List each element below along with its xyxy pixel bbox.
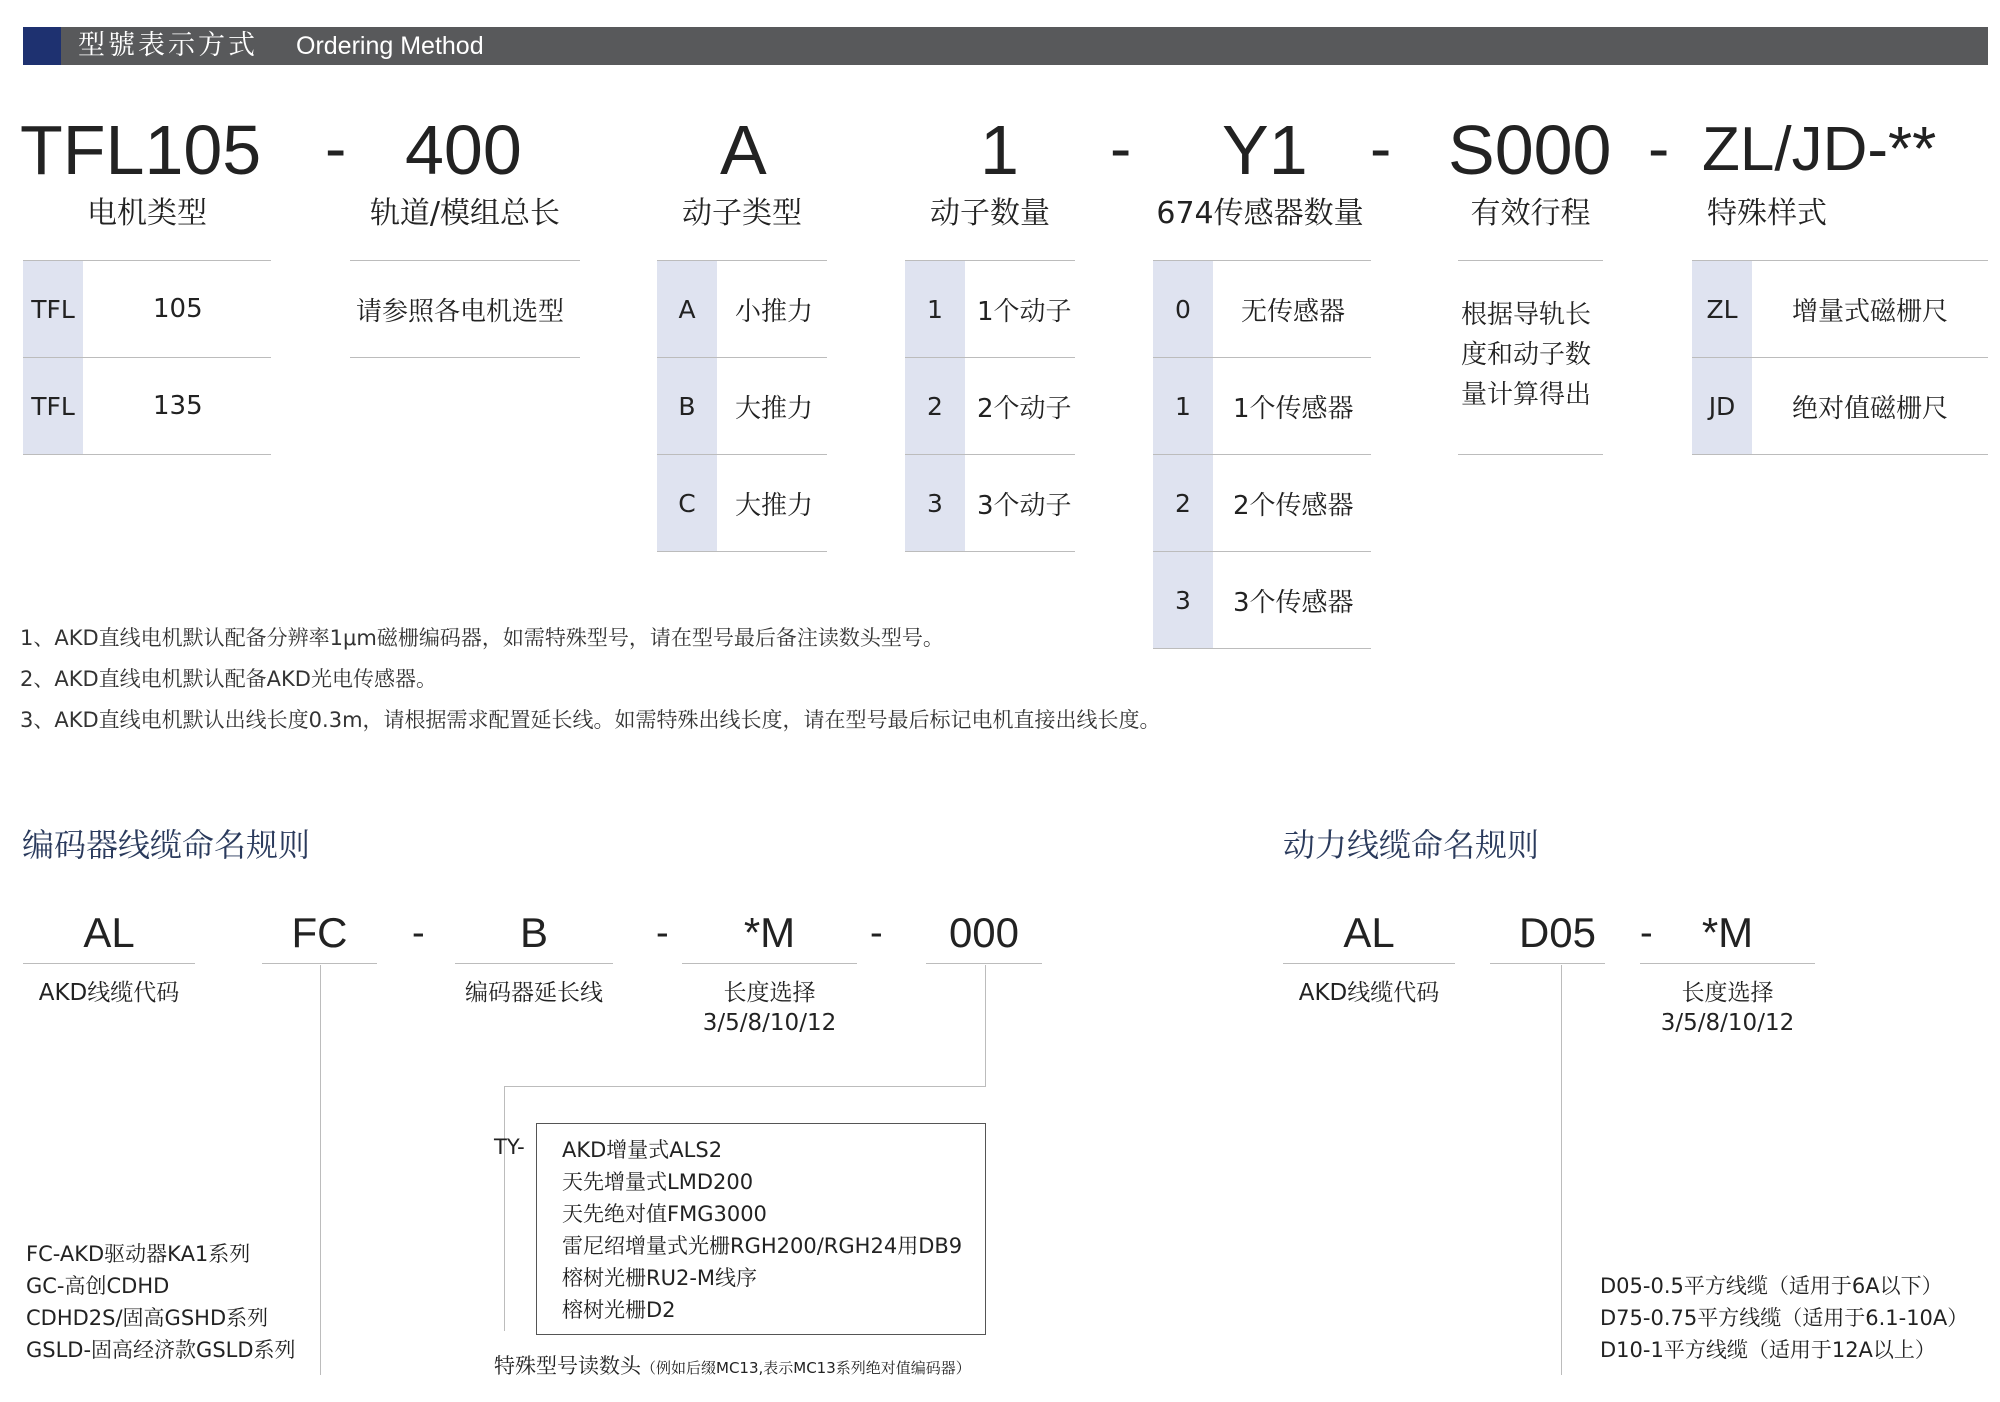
option-value: 大推力 [735, 393, 814, 424]
table-row [350, 260, 580, 358]
header-title-cn: 型號表示方式 [78, 30, 258, 61]
code-dash: - [1648, 112, 1670, 184]
option-key: 1 [1153, 358, 1213, 454]
list-item: 天先绝对值FMG3000 [562, 1202, 767, 1226]
effective-stroke-table [1458, 260, 1603, 455]
code-length: 400 [405, 111, 522, 189]
connector-line [320, 965, 321, 1375]
option-value: 2个动子 [977, 393, 1072, 424]
table-row [1153, 551, 1371, 649]
label-track-length: 轨道/模组总长 [369, 196, 561, 231]
option-key: 3 [905, 455, 965, 551]
fc-options-list [26, 1238, 296, 1366]
reader-head-box [536, 1123, 986, 1335]
list-item: 天先增量式LMD200 [562, 1170, 754, 1194]
option-key: ZL [1692, 261, 1752, 357]
option-value: 135 [153, 391, 203, 421]
option-key: 2 [905, 358, 965, 454]
option-value: 小推力 [735, 296, 814, 327]
option-key: C [657, 455, 717, 551]
code-dash: - [870, 912, 883, 954]
label-length-values: 3/5/8/10/12 [702, 1010, 837, 1036]
option-value: 增量式磁栅尺 [1792, 296, 1949, 327]
header-accent [23, 27, 61, 65]
connector-line [1561, 965, 1562, 1375]
label-encoder-extension: 编码器延长线 [465, 980, 603, 1006]
mover-count-table [905, 260, 1075, 552]
underline [682, 963, 857, 964]
option-value: 105 [153, 294, 203, 324]
note-2: 2、AKD直线电机默认配备AKD光电传感器。 [20, 667, 437, 691]
encoder-code-fc: FC [291, 909, 348, 956]
encoder-code-length: *M [743, 909, 796, 956]
option-value: 1个动子 [977, 296, 1072, 327]
power-options-list [1600, 1270, 1968, 1366]
special-reader-label [494, 1350, 971, 1380]
note-1: 1、AKD直线电机默认配备分辨率1μm磁栅编码器，如需特殊型号，请在型号最后备注读数头型号。 [20, 626, 944, 650]
connector-line [504, 1086, 985, 1087]
table-row [1153, 260, 1371, 357]
list-item: 雷尼绍增量式光栅RGH200/RGH24用DB9 [562, 1234, 963, 1258]
table-row [905, 454, 1075, 552]
option-value: 2个传感器 [1233, 490, 1354, 521]
list-item: D05-0.5平方线缆（适用于6A以下） [1600, 1274, 1943, 1298]
table-row [657, 357, 827, 454]
underline [455, 963, 613, 964]
table-row [657, 260, 827, 357]
option-key: TFL [23, 358, 83, 454]
list-item: AKD增量式ALS2 [562, 1138, 723, 1162]
label-mover-type: 动子类型 [682, 196, 802, 231]
list-item: CDHD2S/固高GSHD系列 [26, 1306, 269, 1330]
option-value: 请参照各电机选型 [356, 296, 565, 327]
option-key: B [657, 358, 717, 454]
underline [1640, 963, 1815, 964]
option-value: 无传感器 [1241, 296, 1346, 327]
encoder-cable-title: 编码器线缆命名规则 [22, 826, 311, 864]
special-reader-text: 特殊型号读数头 [494, 1354, 641, 1378]
code-motor: TFL105 [20, 111, 262, 189]
option-value: 3个传感器 [1233, 587, 1354, 618]
special-style-table [1692, 260, 1988, 455]
code-sensor: Y1 [1222, 111, 1308, 189]
header-title-en: Ordering Method [296, 32, 484, 60]
table-row [23, 357, 271, 455]
code-dash: - [1110, 112, 1132, 184]
code-special: ZL/JD-** [1702, 115, 1937, 184]
option-value: 1个传感器 [1233, 393, 1354, 424]
list-item: FC-AKD驱动器KA1系列 [26, 1242, 251, 1266]
connector-line [504, 1086, 505, 1331]
underline [1283, 963, 1455, 964]
option-value: 大推力 [735, 490, 814, 521]
list-item: 榕树光栅RU2-M线序 [562, 1266, 758, 1290]
code-stroke: S000 [1448, 111, 1612, 189]
track-length-table [350, 260, 580, 358]
stroke-line: 根据导轨长 [1461, 300, 1592, 330]
sensor-count-table [1153, 260, 1371, 649]
table-row [1153, 357, 1371, 454]
option-key: 2 [1153, 455, 1213, 551]
table-row [905, 260, 1075, 357]
option-key: 3 [1153, 552, 1213, 648]
stroke-line: 量计算得出 [1461, 380, 1592, 410]
list-item: GC-高创CDHD [26, 1274, 170, 1298]
label-effective-stroke: 有效行程 [1470, 196, 1591, 231]
option-value: 绝对值磁栅尺 [1792, 393, 1949, 424]
label-mover-count: 动子数量 [930, 196, 1050, 231]
stroke-description [1461, 295, 1591, 415]
encoder-code-al: AL [83, 909, 135, 956]
label-length-values: 3/5/8/10/12 [1660, 1010, 1795, 1036]
underline [23, 963, 195, 964]
power-code-length: *M [1701, 909, 1754, 956]
code-dash: - [1640, 912, 1653, 954]
code-mover-type: A [720, 111, 767, 189]
option-key: JD [1692, 358, 1752, 454]
list-item: D10-1平方线缆（适用于12A以上） [1600, 1338, 1936, 1362]
encoder-code-b: B [519, 909, 548, 956]
option-value: 3个动子 [977, 490, 1072, 521]
option-key: TFL [23, 261, 83, 357]
power-code-al: AL [1343, 909, 1395, 956]
list-item: D75-0.75平方线缆（适用于6.1-10A） [1600, 1306, 1969, 1330]
option-key: 1 [905, 261, 965, 357]
underline [926, 963, 1042, 964]
option-key: 0 [1153, 261, 1213, 357]
mover-type-table [657, 260, 827, 552]
code-dash: - [1370, 112, 1392, 184]
list-item: 榕树光栅D2 [562, 1298, 676, 1322]
note-3: 3、AKD直线电机默认出线长度0.3m，请根据需求配置延长线。如需特殊出线长度，请在型号最后标记电机直接出线长度。 [20, 708, 1161, 732]
list-item: GSLD-固高经济款GSLD系列 [26, 1338, 296, 1362]
encoder-code-suffix: 000 [948, 909, 1020, 956]
power-code-d05: D05 [1518, 909, 1597, 956]
table-row [1692, 357, 1988, 455]
code-mover-count: 1 [980, 111, 1019, 189]
table-row [905, 357, 1075, 454]
table-row [23, 260, 271, 357]
underline [262, 963, 377, 964]
label-sensor-count: 674传感器数量 [1156, 196, 1364, 231]
label-special-style: 特殊样式 [1707, 196, 1827, 231]
code-dash: - [412, 912, 425, 954]
table-row [657, 454, 827, 552]
ty-options-list [562, 1134, 962, 1326]
connector-line [985, 965, 986, 1087]
label-akd-cable-code: AKD线缆代码 [1298, 980, 1440, 1006]
power-cable-title: 动力线缆命名规则 [1283, 826, 1540, 864]
ty-prefix: TY- [494, 1135, 525, 1159]
table-row [1458, 260, 1603, 455]
motor-type-table [23, 260, 271, 455]
code-dash: - [325, 112, 347, 184]
option-key: A [657, 261, 717, 357]
code-dash: - [656, 912, 669, 954]
table-row [1692, 260, 1988, 357]
stroke-line: 度和动子数 [1461, 340, 1592, 370]
label-akd-cable-code: AKD线缆代码 [38, 980, 180, 1006]
label-length-select: 长度选择 [1681, 980, 1774, 1006]
table-row [1153, 454, 1371, 551]
label-length-select: 长度选择 [723, 980, 816, 1006]
label-motor-type: 电机类型 [87, 196, 207, 231]
special-reader-note: （例如后缀MC13,表示MC13系列绝对值编码器） [641, 1359, 971, 1377]
underline [1490, 963, 1605, 964]
